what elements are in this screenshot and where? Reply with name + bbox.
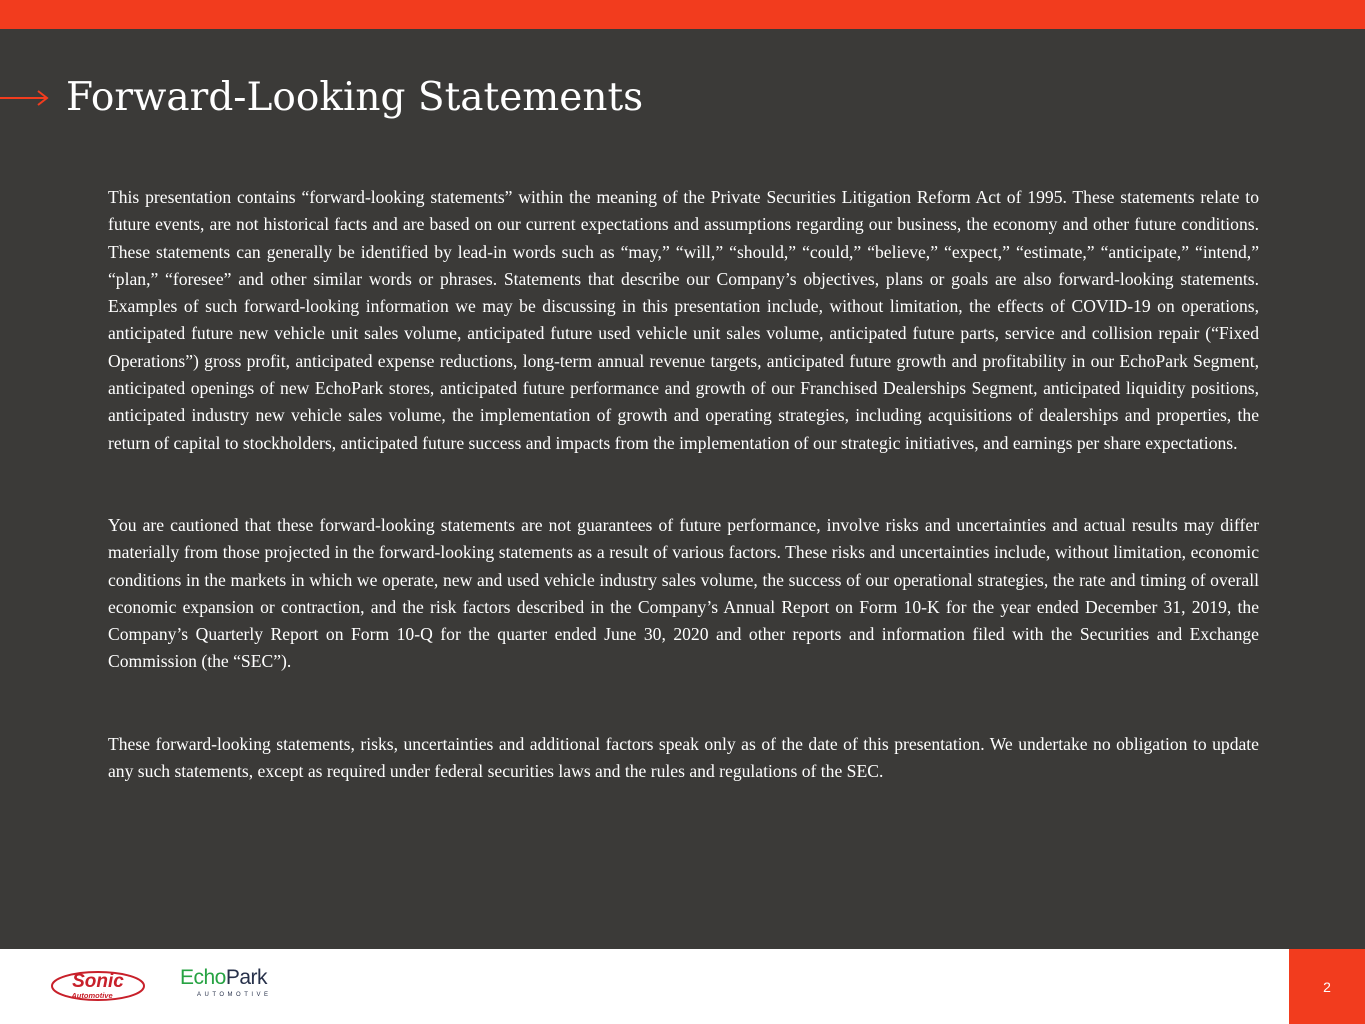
paragraph-intro: This presentation contains “forward-looking statements” within the meaning of the Private Securities Litigation Reform Act of 1995. These statements relate to future events, are not historical facts and are based on our current expectations and assumptions regarding our business, the economy and other future conditions. These statements can generally be identified by lead-in words such as “may,” “will,” “should,” “could,” “believe,” “expect,” “estimate,” “anticipate,” “intend,” “plan,” “foresee” and other similar words or phrases. Statements that describe our Company’s objectives, plans or goals are also forward-looking statements. Examples of such forward-looking information we may be discussing in this presentation include, without limitation, the effects of COVID-19 on operations, anticipated future new vehicle unit sales volume, anticipated future used vehicle unit sales volume, anticipated future parts, service and collision repair (“Fixed Operations”) gross profit, anticipated expense reductions, long-term annual revenue targets, anticipated future growth and profitability in our EchoPark Segment, anticipated openings of new EchoPark stores, anticipated future performance and growth of our Franchised Dealerships Segment, anticipated liquidity positions, anticipated industry new vehicle sales volume, the implementation of growth and operating strategies, including acquisitions of dealerships and properties, the return of capital to stockholders, anticipated future success and impacts from the implementation of our strategic initiatives, and earnings per share expectations. [108, 187, 1259, 453]
echopark-subtext: AUTOMOTIVE [197, 992, 272, 998]
echopark-echo-text: Echo [180, 966, 226, 989]
page-number-box [1289, 949, 1365, 1024]
arrow-right-icon [0, 86, 50, 110]
title-row [0, 72, 1365, 128]
echopark-park-text: Park [225, 966, 268, 989]
echopark-automotive-logo [180, 967, 272, 998]
echopark-wordmark [180, 967, 272, 989]
top-accent-bar [0, 0, 1365, 29]
disclaimer-body [108, 184, 1259, 785]
footer-bar [0, 949, 1365, 1024]
paragraph-risks: You are cautioned that these forward-looking statements are not guarantees of future performance, involve risks and uncertainties and actual results may differ materially from those projected in the forward-looking statements as a result of various factors. These risks and uncertainties include, without limitation, economic conditions in the markets in which we operate, new and used vehicle industry sales volume, the success of our operational strategies, the rate and timing of overall economic expansion or contraction, and the risk factors described in the Company’s Annual Report on Form 10-K for the year ended December 31, 2019, the Company’s Quarterly Report on Form 10-Q for the quarter ended June 30, 2020 and other reports and information filed with the Securities and Exchange Commission (the “SEC”). [108, 514, 1259, 672]
paragraph-obligation: These forward-looking statements, risks, uncertainties and additional factors speak only as of the date of this presentation. We undertake no obligation to update any such statements, except as required under federal securities laws and the rules and regulations of the SEC. [108, 733, 1259, 782]
page-title: Forward-Looking Statements [66, 75, 644, 120]
sonic-logo-subtext: Automotive [71, 991, 113, 1000]
page-number: 2 [1323, 979, 1331, 995]
sonic-automotive-logo [50, 969, 146, 1003]
sonic-logo-wordmark: Sonic [72, 971, 124, 992]
